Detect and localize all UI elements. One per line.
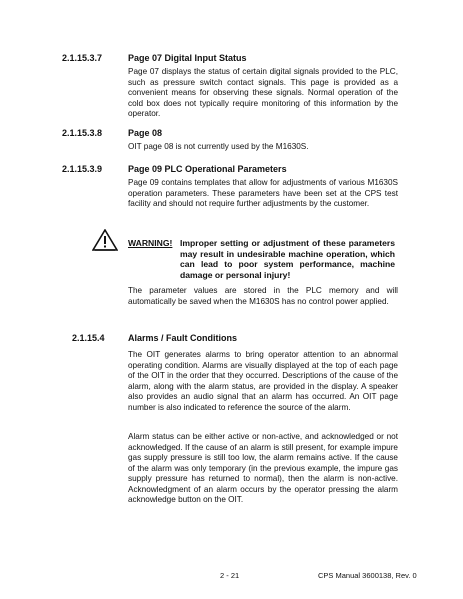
section-body-page-09: Page 09 contains templates that allow for adjustments of various M1630S operation parameters. These parameters have been set at the CPS test facility and should not require further adjustments by the customer. [128, 178, 398, 208]
section-number-2-1-15-3-7: 2.1.15.3.7 [62, 53, 103, 63]
section-number-2-1-15-3-9: 2.1.15.3.9 [62, 164, 103, 174]
section-number-2-1-15-3-8: 2.1.15.3.8 [62, 128, 103, 138]
warning-text: Improper setting or adjustment of these parameters may result in undesirable machine operation, which can lead to poor system performance, machine damage or personal injury! [180, 238, 395, 280]
warning-label: WARNING! [128, 238, 173, 248]
section-heading-page-09: Page 09 PLC Operational Parameters [128, 164, 287, 174]
warning-triangle-icon [92, 229, 118, 251]
section-body-page-07: Page 07 displays the status of certain digital signals provided to the PLC, such as pressure switch contact signals. This page is provided as a convenient means for observing these signals. Normal operation of the cold box does not typically require monitoring of this information by the operator. [128, 67, 398, 118]
alarms-paragraph-2: Alarm status can be either active or non-active, and acknowledged or not acknowledged. If the cause of an alarm is still present, for example impure gas supply pressure is still too low, the alarm remains active. If the cause of the alarm was only temporary (in the previous example, the impure gas supply pressure has returned to normal), then the alarm is non-active. Acknowledgment of an alarm occurs by the operator pressing the alarm acknowledge button on the OIT. [128, 432, 398, 504]
manual-reference: CPS Manual 3600138, Rev. 0 [318, 571, 417, 580]
section-heading-page-07: Page 07 Digital Input Status [128, 53, 247, 63]
page-number: 2 - 21 [220, 571, 240, 580]
parameter-storage-paragraph: The parameter values are stored in the PLC memory and will automatically be saved when the M1630S has no control power applied. [128, 286, 398, 306]
section-number-2-1-15-4: 2.1.15.4 [72, 333, 105, 343]
section-heading-alarms: Alarms / Fault Conditions [128, 333, 238, 343]
alarms-paragraph-1: The OIT generates alarms to bring operator attention to an abnormal operating condition. Alarms are visually displayed at the top of each page of the OIT in the order that they occurred. Descriptions of the cause of the alarm, along with the alarm status, are provided in the display. A speaker also provides an audio signal that an alarm has occurred. An OIT page number is also indicated to reference the source of the alarm. [128, 350, 398, 412]
section-body-page-08: OIT page 08 is not currently used by the M1630S. [128, 142, 309, 151]
section-heading-page-08: Page 08 [128, 128, 163, 138]
